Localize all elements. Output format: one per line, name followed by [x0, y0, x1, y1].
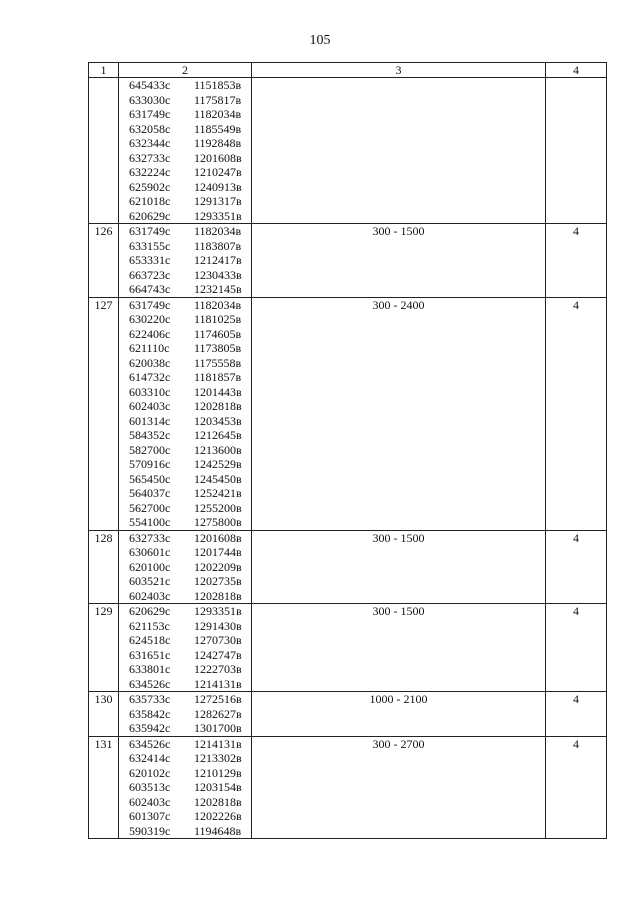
latitude-value: 554100с	[129, 515, 171, 529]
longitude-value: 1214131в	[194, 736, 242, 751]
coordinates-cell	[119, 297, 252, 530]
coordinates-cell	[119, 736, 252, 839]
latitude-value: 653331с	[129, 253, 171, 267]
longitude-value: 1301700в	[194, 721, 242, 735]
latitude-value: 631749с	[129, 224, 171, 238]
coordinate-pair	[119, 370, 251, 385]
coordinate-pair	[119, 677, 251, 692]
coordinate-pair	[119, 662, 251, 677]
coordinate-pair	[119, 751, 251, 766]
coordinate-pair	[119, 209, 251, 224]
longitude-value: 1174605в	[194, 326, 242, 341]
coordinate-pair	[119, 151, 251, 166]
coordinate-pair	[119, 327, 251, 342]
coordinate-pair	[119, 312, 251, 327]
coordinate-pair	[119, 457, 251, 472]
latitude-value: 564037с	[129, 486, 171, 500]
row-number: 126	[89, 224, 119, 298]
coordinate-pair	[119, 122, 251, 137]
longitude-value: 1232145в	[194, 282, 242, 296]
coordinate-pair	[119, 341, 251, 356]
latitude-value: 620038с	[129, 355, 171, 370]
altitude-range: 300 - 1500	[252, 604, 546, 692]
latitude-value: 632733с	[129, 150, 171, 165]
coordinate-pair	[119, 486, 251, 501]
latitude-value: 664743с	[129, 282, 171, 296]
longitude-value: 1151853в	[194, 78, 242, 92]
latitude-value: 645433с	[129, 78, 171, 92]
table-row	[89, 297, 607, 530]
latitude-value: 622406с	[129, 326, 171, 341]
longitude-value: 1183807в	[194, 238, 242, 253]
coordinate-pair	[119, 268, 251, 283]
coordinate-pair	[119, 707, 251, 722]
latitude-value: 630601с	[129, 545, 171, 559]
coordinate-pair	[119, 633, 251, 648]
coordinate-pair	[119, 428, 251, 443]
coordinate-pair	[119, 165, 251, 180]
latitude-value: 565450с	[129, 471, 171, 486]
longitude-value: 1203154в	[194, 780, 242, 794]
coordinate-pair	[119, 443, 251, 458]
longitude-value: 1222703в	[194, 662, 242, 676]
page-number: 105	[309, 33, 331, 48]
longitude-value: 1272516в	[194, 692, 242, 706]
latitude-value: 663723с	[129, 267, 171, 282]
latitude-value: 621018с	[129, 194, 171, 208]
longitude-value: 1201608в	[194, 530, 242, 545]
latitude-value: 632414с	[129, 751, 171, 765]
latitude-value: 635842с	[129, 706, 171, 721]
longitude-value: 1293351в	[194, 604, 242, 618]
coordinate-pair	[119, 766, 251, 781]
latitude-value: 631749с	[129, 107, 171, 121]
latitude-value: 620100с	[129, 559, 171, 574]
longitude-value: 1270730в	[194, 633, 242, 647]
longitude-value: 1202818в	[194, 588, 242, 603]
table-row	[89, 530, 607, 604]
latitude-value: 631749с	[129, 297, 171, 312]
longitude-value: 1185549в	[194, 121, 242, 136]
longitude-value: 1212645в	[194, 428, 242, 442]
coordinate-pair	[119, 107, 251, 122]
coordinate-pair	[119, 515, 251, 530]
coordinate-pair	[119, 531, 251, 546]
latitude-value: 584352с	[129, 428, 171, 442]
coordinate-pair	[119, 239, 251, 254]
coordinate-pair	[119, 604, 251, 619]
column-4-value: 4	[546, 604, 607, 692]
latitude-value: 590319с	[129, 823, 171, 838]
coordinate-pair	[119, 560, 251, 575]
latitude-value: 625902с	[129, 179, 171, 194]
column-4-value: 4	[546, 736, 607, 839]
longitude-value: 1212417в	[194, 253, 242, 267]
coordinate-pair	[119, 253, 251, 268]
latitude-value: 614732с	[129, 370, 171, 384]
table-header	[89, 63, 607, 78]
table-row	[89, 78, 607, 224]
longitude-value: 1282627в	[194, 706, 242, 721]
coordinate-pair	[119, 282, 251, 297]
latitude-value: 632224с	[129, 165, 171, 179]
longitude-value: 1242747в	[194, 647, 242, 662]
longitude-value: 1214131в	[194, 676, 242, 691]
coordinate-pair	[119, 78, 251, 93]
column-4-value	[546, 78, 607, 224]
longitude-value: 1203453в	[194, 413, 242, 428]
column-4-value: 4	[546, 530, 607, 604]
longitude-value: 1213302в	[194, 751, 242, 765]
longitude-value: 1181857в	[194, 370, 242, 384]
longitude-value: 1175817в	[194, 92, 242, 107]
coordinate-pair	[119, 356, 251, 371]
longitude-value: 1173805в	[194, 341, 242, 355]
row-number	[89, 78, 119, 224]
coordinate-pair	[119, 545, 251, 560]
column-4-value: 4	[546, 692, 607, 737]
table-row	[89, 736, 607, 839]
coordinate-pair	[119, 692, 251, 707]
longitude-value: 1182034в	[194, 107, 242, 121]
row-number: 128	[89, 530, 119, 604]
altitude-range: 300 - 2400	[252, 297, 546, 530]
row-number: 127	[89, 297, 119, 530]
longitude-value: 1202735в	[194, 574, 242, 588]
latitude-value: 630220с	[129, 312, 171, 326]
header-col-3: 3	[252, 63, 546, 78]
latitude-value: 582700с	[129, 442, 171, 457]
latitude-value: 632733с	[129, 530, 171, 545]
coordinate-pair	[119, 298, 251, 313]
coordinate-pair	[119, 224, 251, 239]
latitude-value: 621153с	[129, 618, 170, 633]
longitude-value: 1182034в	[194, 224, 242, 238]
coordinate-pair	[119, 780, 251, 795]
altitude-range: 300 - 2700	[252, 736, 546, 839]
coordinate-pair	[119, 414, 251, 429]
longitude-value: 1202226в	[194, 809, 242, 823]
latitude-value: 602403с	[129, 794, 171, 809]
column-4-value: 4	[546, 297, 607, 530]
coordinate-pair	[119, 648, 251, 663]
longitude-value: 1182034в	[194, 297, 242, 312]
coordinate-pair	[119, 194, 251, 209]
latitude-value: 631651с	[129, 647, 171, 662]
latitude-value: 632058с	[129, 121, 171, 136]
coordinate-pair	[119, 136, 251, 151]
altitude-range: 300 - 1500	[252, 530, 546, 604]
longitude-value: 1201744в	[194, 545, 242, 559]
latitude-value: 635733с	[129, 692, 171, 706]
coordinate-pair	[119, 501, 251, 516]
latitude-value: 624518с	[129, 633, 171, 647]
header-col-4: 4	[546, 63, 607, 78]
coordinate-pair	[119, 472, 251, 487]
coordinate-pair	[119, 721, 251, 736]
longitude-value: 1242529в	[194, 457, 242, 471]
longitude-value: 1192848в	[194, 136, 242, 150]
longitude-value: 1210129в	[194, 765, 242, 780]
coordinate-pair	[119, 574, 251, 589]
longitude-value: 1194648в	[194, 823, 242, 838]
longitude-value: 1230433в	[194, 267, 242, 282]
latitude-value: 633155с	[129, 238, 171, 253]
longitude-value: 1240913в	[194, 179, 242, 194]
header-row	[89, 63, 607, 78]
altitude-range: 1000 - 2100	[252, 692, 546, 737]
longitude-value: 1255200в	[194, 500, 242, 515]
table-row	[89, 692, 607, 737]
latitude-value: 621110с	[129, 341, 170, 355]
longitude-value: 1213600в	[194, 442, 242, 457]
latitude-value: 601314с	[129, 413, 171, 428]
latitude-value: 620629с	[129, 208, 171, 223]
coordinates-cell	[119, 224, 252, 298]
header-col-2: 2	[119, 63, 252, 78]
coordinate-pair	[119, 809, 251, 824]
latitude-value: 562700с	[129, 500, 171, 515]
latitude-value: 601307с	[129, 809, 171, 823]
longitude-value: 1175558в	[194, 355, 242, 370]
table-body	[89, 78, 607, 839]
latitude-value: 603521с	[129, 574, 171, 588]
header-col-1: 1	[89, 63, 119, 78]
longitude-value: 1202818в	[194, 399, 242, 413]
column-4-value: 4	[546, 224, 607, 298]
coordinates-table	[88, 62, 607, 839]
coordinate-pair	[119, 619, 251, 634]
longitude-value: 1293351в	[194, 208, 242, 223]
coordinates-cell	[119, 530, 252, 604]
row-number: 129	[89, 604, 119, 692]
coordinate-pair	[119, 180, 251, 195]
altitude-range: 300 - 1500	[252, 224, 546, 298]
coordinate-pair	[119, 824, 251, 839]
latitude-value: 632344с	[129, 136, 171, 150]
longitude-value: 1202818в	[194, 794, 242, 809]
latitude-value: 602403с	[129, 588, 171, 603]
longitude-value: 1245450в	[194, 471, 242, 486]
coordinates-cell	[119, 78, 252, 224]
latitude-value: 620629с	[129, 604, 171, 618]
table-row	[89, 604, 607, 692]
coordinates-cell	[119, 692, 252, 737]
longitude-value: 1210247в	[194, 165, 242, 179]
latitude-value: 602403с	[129, 399, 171, 413]
coordinate-pair	[119, 795, 251, 810]
coordinates-cell	[119, 604, 252, 692]
coordinate-pair	[119, 93, 251, 108]
latitude-value: 634526с	[129, 736, 171, 751]
longitude-value: 1202209в	[194, 559, 242, 574]
longitude-value: 1291317в	[194, 194, 242, 208]
latitude-value: 635942с	[129, 721, 171, 735]
latitude-value: 633030с	[129, 92, 171, 107]
longitude-value: 1181025в	[194, 312, 242, 326]
latitude-value: 570916с	[129, 457, 171, 471]
latitude-value: 633801с	[129, 662, 171, 676]
latitude-value: 603310с	[129, 384, 171, 399]
latitude-value: 620102с	[129, 765, 171, 780]
longitude-value: 1201443в	[194, 384, 242, 399]
longitude-value: 1291430в	[194, 618, 242, 633]
latitude-value: 634526с	[129, 676, 171, 691]
longitude-value: 1275800в	[194, 515, 242, 529]
coordinate-pair	[119, 385, 251, 400]
longitude-value: 1201608в	[194, 150, 242, 165]
coordinate-pair	[119, 737, 251, 752]
longitude-value: 1252421в	[194, 486, 242, 500]
coordinate-pair	[119, 399, 251, 414]
altitude-range	[252, 78, 546, 224]
coordinate-pair	[119, 589, 251, 604]
row-number: 130	[89, 692, 119, 737]
table-row	[89, 224, 607, 298]
row-number: 131	[89, 736, 119, 839]
latitude-value: 603513с	[129, 780, 171, 794]
